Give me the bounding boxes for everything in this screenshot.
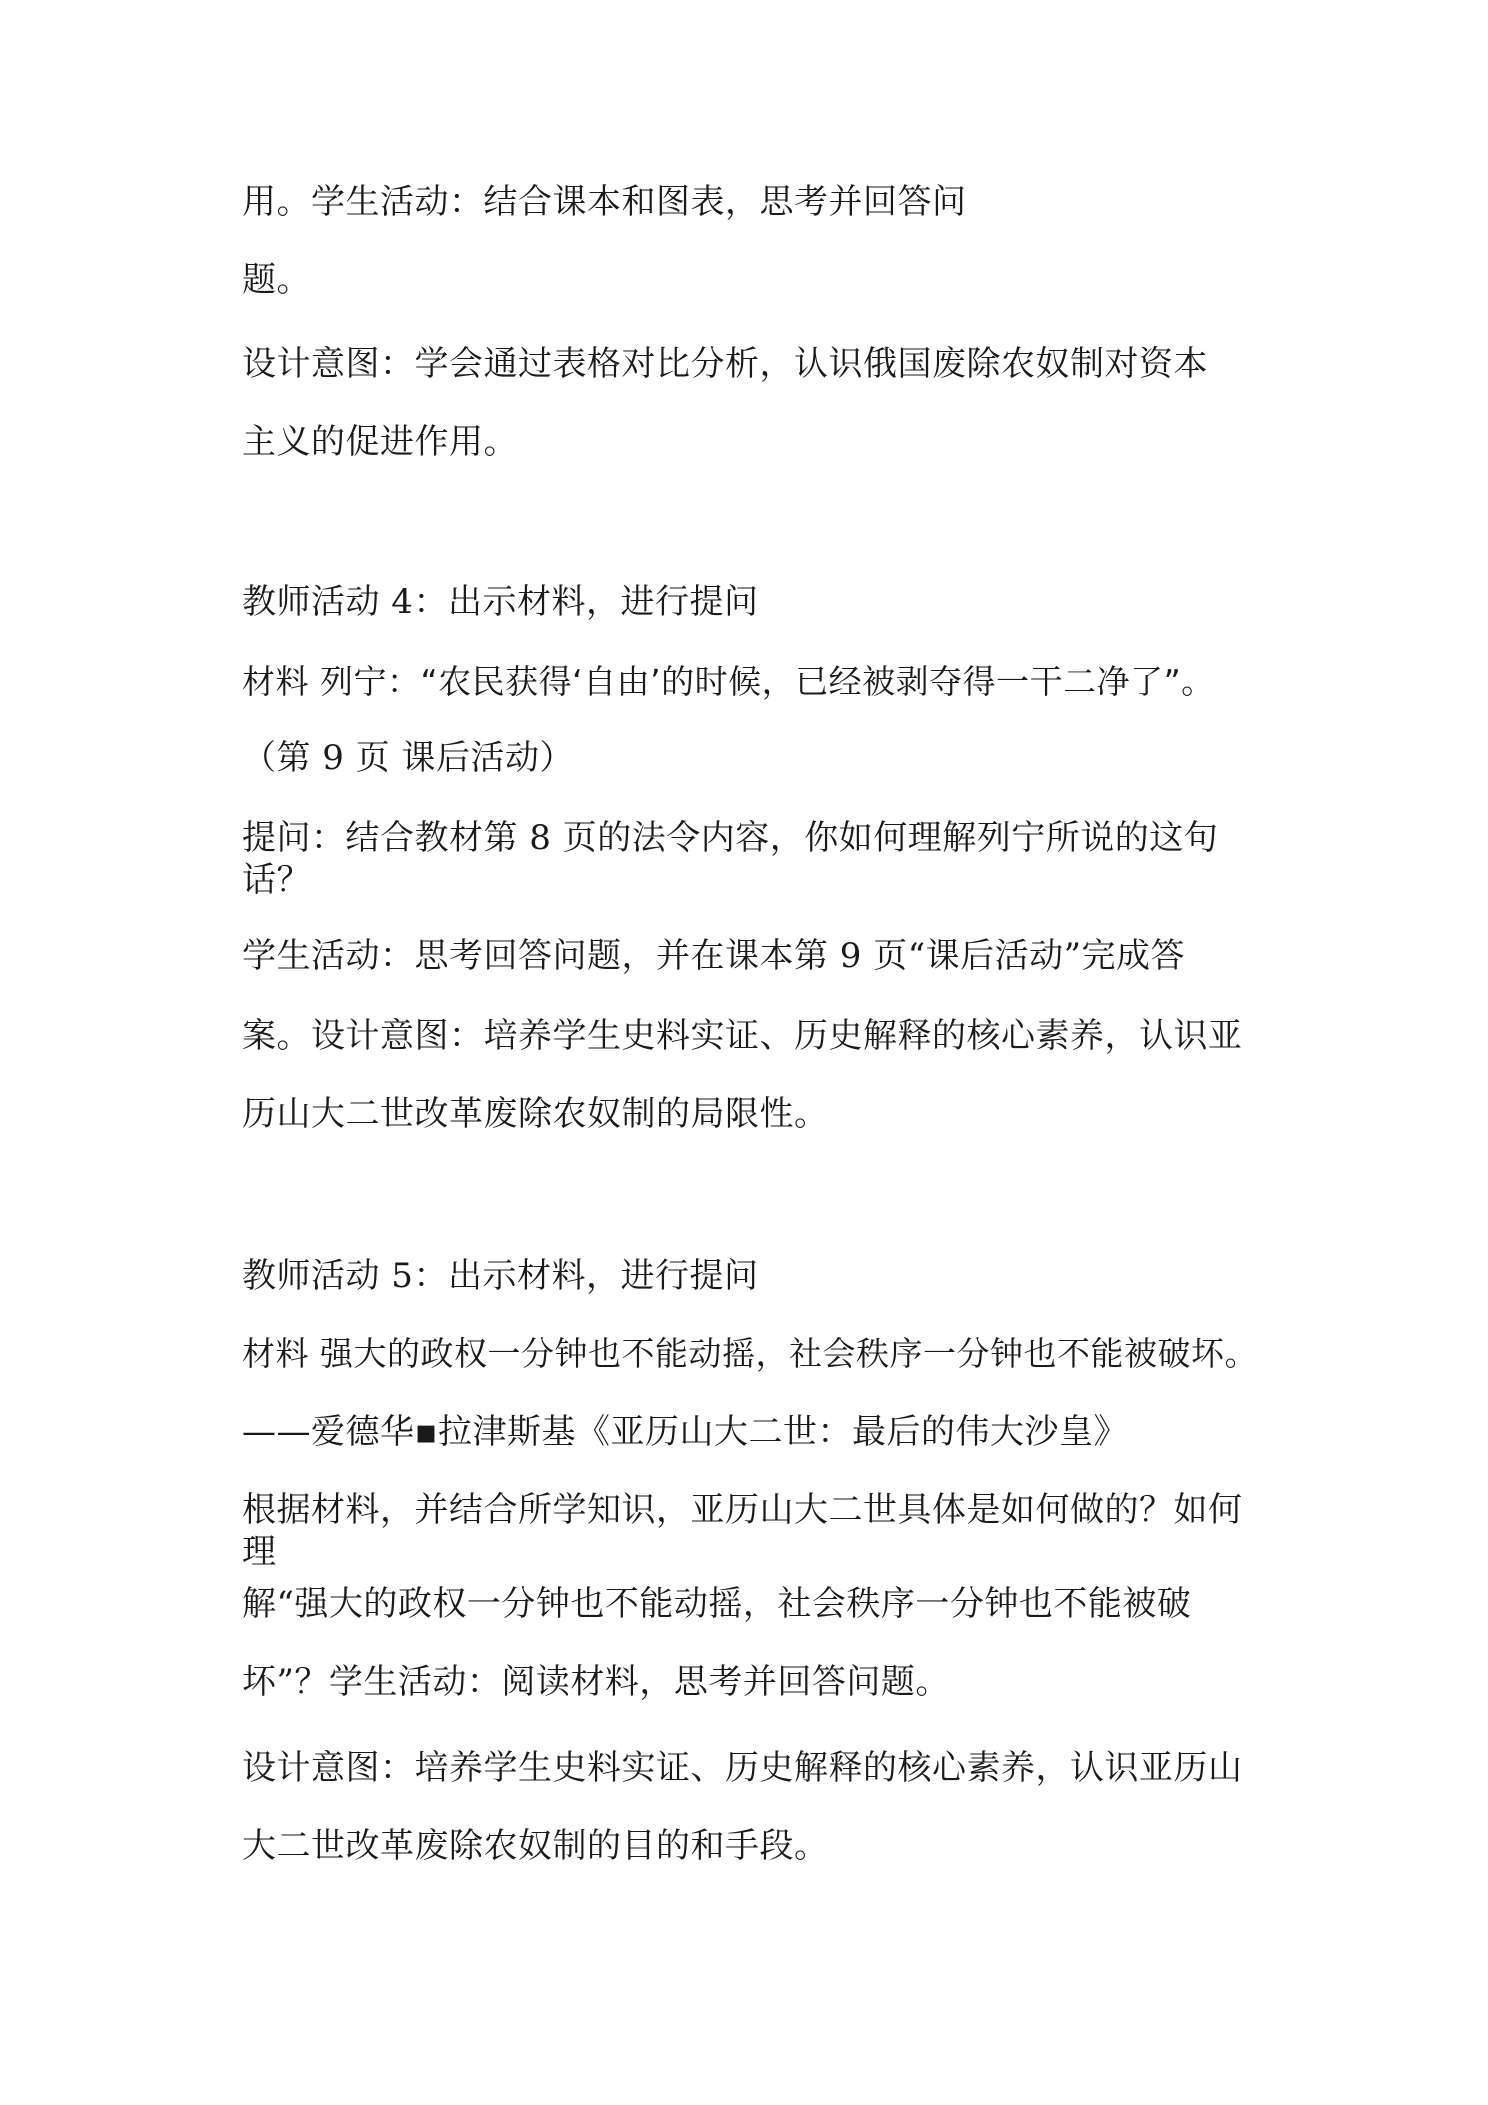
text-line: （第 9 页 课后活动） (242, 738, 575, 778)
section-heading: 教师活动 4：出示材料，进行提问 (242, 582, 759, 622)
question-text: 解“强大的政权一分钟也不能动摇，社会秩序一分钟也不能被破 (242, 1584, 1192, 1624)
text-line: 坏”？学生活动：阅读材料，思考并回答问题。 (242, 1662, 950, 1702)
question-text: 话？ (242, 860, 311, 900)
text-line: 案。设计意图：培养学生史料实证、历史解释的核心素养，认识亚 (242, 1016, 1243, 1056)
question-text: 根据材料，并结合所学知识，亚历山大二世具体是如何做的？如何 (242, 1490, 1243, 1530)
text-line: 主义的促进作用。 (242, 422, 518, 462)
material-quote: 材料 强大的政权一分钟也不能动摇，社会秩序一分钟也不能被破坏。 (242, 1334, 1258, 1373)
question-text: 提问：结合教材第 8 页的法令内容，你如何理解列宁所说的这句 (242, 818, 1219, 858)
section-heading: 教师活动 5：出示材料，进行提问 (242, 1256, 759, 1296)
text-line: 设计意图：学会通过表格对比分析，认识俄国废除农奴制对资本 (242, 344, 1208, 384)
text-line: 题。 (242, 260, 311, 300)
text-line: 设计意图：培养学生史料实证、历史解释的核心素养，认识亚历山 (242, 1748, 1243, 1788)
text-line: 大二世改革废除农奴制的目的和手段。 (242, 1826, 829, 1866)
material-quote: 材料 列宁：“农民获得‘自由’的时候，已经被剥夺得一干二净了”。 (242, 662, 1215, 701)
citation: ——爱德华▪拉津斯基《亚历山大二世：最后的伟大沙皇》 (242, 1412, 1129, 1452)
text-line: 历山大二世改革废除农奴制的局限性。 (242, 1094, 829, 1134)
question-text: 理 (242, 1532, 277, 1572)
text-line: 学生活动：思考回答问题，并在课本第 9 页“课后活动”完成答 (242, 936, 1186, 976)
text-line: 用。学生活动：结合课本和图表，思考并回答问 (242, 182, 967, 222)
